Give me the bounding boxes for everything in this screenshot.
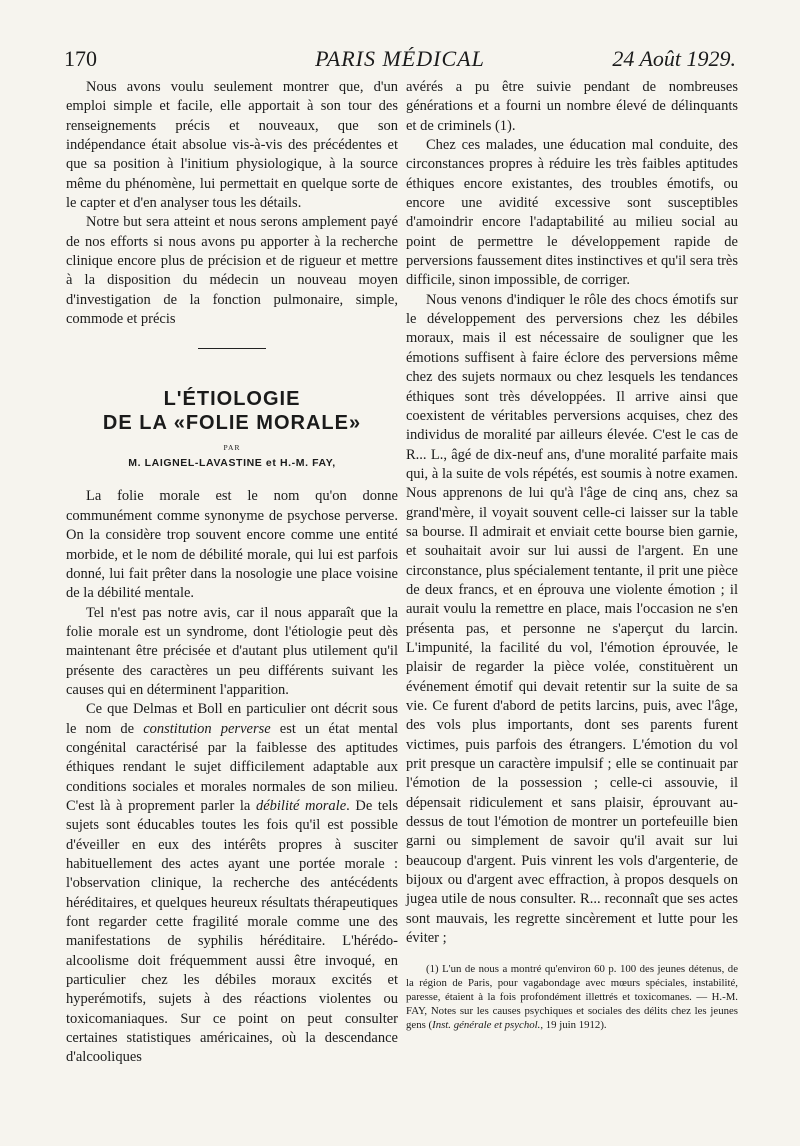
continued-paragraph: avérés a pu être suivie pendant de nombreuses générations et a fourni un nombre élevé de délinquants et de criminels (1). xyxy=(406,79,738,134)
article-paragraph-3 xyxy=(66,700,398,1068)
article-authors: M. LAIGNEL-LAVASTINE et H.-M. FAY, xyxy=(128,457,336,470)
footnote-text-part-a: (1) L'un de nous a montré qu'environ 60 p. 100 des jeunes détenus, de la région de Paris, pour vagabondage avec mœurs spéciales, instabilité, paresse, étaient à la fois profondément illettrés et toxicomanes. — H.-M. FAY, Notes sur les causes psychiques et sociales des délits chez les jeunes gens ( xyxy=(406,963,738,1032)
running-head xyxy=(64,44,736,74)
article-paragraph-3-part-a: Ce que Delmas et Boll en particulier ont décrit sous le nom de xyxy=(66,701,398,737)
article-paragraph-1: La folie morale est le nom qu'on donne communément comme synonyme de psychose perverse. On la considère trop souvent encore comme une entité morbide, et le nom de débilité morale, qui lui est parfois donné, lui fait prêter dans la nosologie une place voisine de la débilité mentale. xyxy=(66,488,398,602)
article-paragraph-3-part-c: . De tels sujets sont éducables toutes les fois qu'il est possible d'éveiller en eux des intérêts propres à susciter habituellement des actes ayant une portée morale : l'observation clinique, la recherche des antécédents héréditaires, et quelques heureux résultats thérapeutiques font regarder cette fragilité morale comme une des manifestations de syphilis héréditaire. L'hérédo-alcoolisme doit fréquemment aussi être invoqué, en particulier chez les débiles moraux excités et hyperémotifs, sujets à des réactions violentes ou toxicomaniaques. Sur ce point on peut consulter certaines statistiques américaines, où la descendance d'alcooliques xyxy=(66,797,398,1066)
page-number: 170 xyxy=(64,46,97,71)
article-title-line-1: L'ÉTIOLOGIE xyxy=(163,388,301,411)
journal-title: PARIS MÉDICAL xyxy=(315,46,485,71)
footnote-text xyxy=(406,962,738,1032)
issue-date: 24 Août 1929. xyxy=(612,46,736,71)
left-column xyxy=(66,78,398,1068)
footnote xyxy=(406,962,738,1032)
previous-article-paragraph-1: Nous avons voulu seulement montrer que, d'un emploi simple et facile, elle apportait à son tour des renseignements précis et nouveaux, que son indépendance était absolue vis-à-vis des précédentes et que sa position à l'initium physiologique, à la source même du phénomène, lui permettait en quelque sorte de le capter et d'en analyser tous les détails. xyxy=(66,79,398,212)
article-paragraph-3-part-b: est un état mental congénital caractérisé par la faiblesse des aptitudes éthiques rendant le sujet difficilement adaptable aux conditions sociales et morales normales de son milieu. C'est là à proprement parler la xyxy=(66,720,398,814)
emphasis-debilite-morale: débilité morale xyxy=(255,797,347,814)
right-column xyxy=(406,78,738,1032)
right-paragraph-2: Chez ces malades, une éducation mal conduite, des circonstances propres à réduire les très faibles aptitudes éthiques encore existantes, des troubles émotifs, ou encore une avidité excessive sont susceptibles d'amoindrir encore l'adaptabilité au milieu social au point de permettre le développement rapide de perversions faussement dites instinctives et qu'il sera très difficile, sinon impossible, de corriger. xyxy=(406,137,738,289)
previous-article-paragraph-2: Notre but sera atteint et nous serons amplement payé de nos efforts si nous avons pu apporter à la recherche clinique encore plus de précision et de rigueur et mettre à la disposition du médecin un nouveau moyen d'investigation de la fonction pulmonaire, simple, commode et précis xyxy=(66,214,398,328)
footnote-separator xyxy=(406,948,738,962)
right-paragraph-3: Nous venons d'indiquer le rôle des chocs émotifs sur le développement des perversions chez les débiles moraux, mais il est nécessaire de souligner que les émotions suffisent à faire éclore des perversions même chez des sujets normaux ou chez lesquels les tendances éthiques sont très développées. Il arrive ainsi que coexistent de véritables perversions acquises, chez des individus de moralité par ailleurs élevée. C'est le cas de R... L., âgé de dix-neuf ans, d'une moralité parfaite mais qui, à la suite de vols répétés, est soumis à notre examen. Nous apprenons de lui qu'à l'âge de cinq ans, chez sa grand'mère, il voyait souvent celle-ci laisser sur la table sa bourse. Il admirait et enviait cette bourse bien garnie, et souhaitait avoir sur lui aussi de l'argent. En une circonstance, plus spécialement tentante, il prit une pièce de deux francs, et en éprouva une violente émotion ; il aurait voulu la remettre en place, mais l'occasion ne s'en présenta pas, et personne ne s'aperçut du larcin. L'impunité, la facilité du vol, l'émotion éprouvée, le plaisir de regarder la pièce volée, constituèrent un événement émotif qui devait retentir sur la suite de sa vie. Ce furent d'abord de petits larcins, puis, avec l'âge, des vols plus importants, dont ses parents furent victimes, puis parfois des étrangers. L'émotion du vol prit presque un caractère impulsif ; elle se continuait par l'émotion de la possession ; celle-ci assouvie, il dépensait ridiculement et sans plaisir, éprouvant au-dessus de tout l'émotion de montrer un portefeuille bien garni ou simplement de savoir qu'il avait sur lui beaucoup d'argent. Puis vinrent les vols d'argenterie, de bijoux ou d'argent avec effraction, à propos desquels on jugea utile de nous consulter. R... reconnaît que ses actes sont mauvais, les regrette sincèrement et lutte pour les éviter ; xyxy=(406,291,738,947)
section-divider xyxy=(198,348,266,349)
article-title xyxy=(66,387,398,435)
footnote-journal-ref: Inst. générale et psychol. xyxy=(432,1019,541,1032)
footnote-text-part-b: , 19 juin 1912). xyxy=(540,1019,607,1032)
article-paragraph-2: Tel n'est pas notre avis, car il nous apparaît que la folie morale est un syndrome, dont l'étiologie peut dès maintenant être précisée et d'autant plus utilement qu'il présente des caractères un peu différents suivant les causes qui en déterminent l'apparition. xyxy=(66,604,398,698)
byline-par: PAR xyxy=(223,443,241,453)
article-title-line-2: DE LA «FOLIE MORALE» xyxy=(102,412,362,435)
emphasis-constitution-perverse: constitution perverse xyxy=(143,720,271,737)
